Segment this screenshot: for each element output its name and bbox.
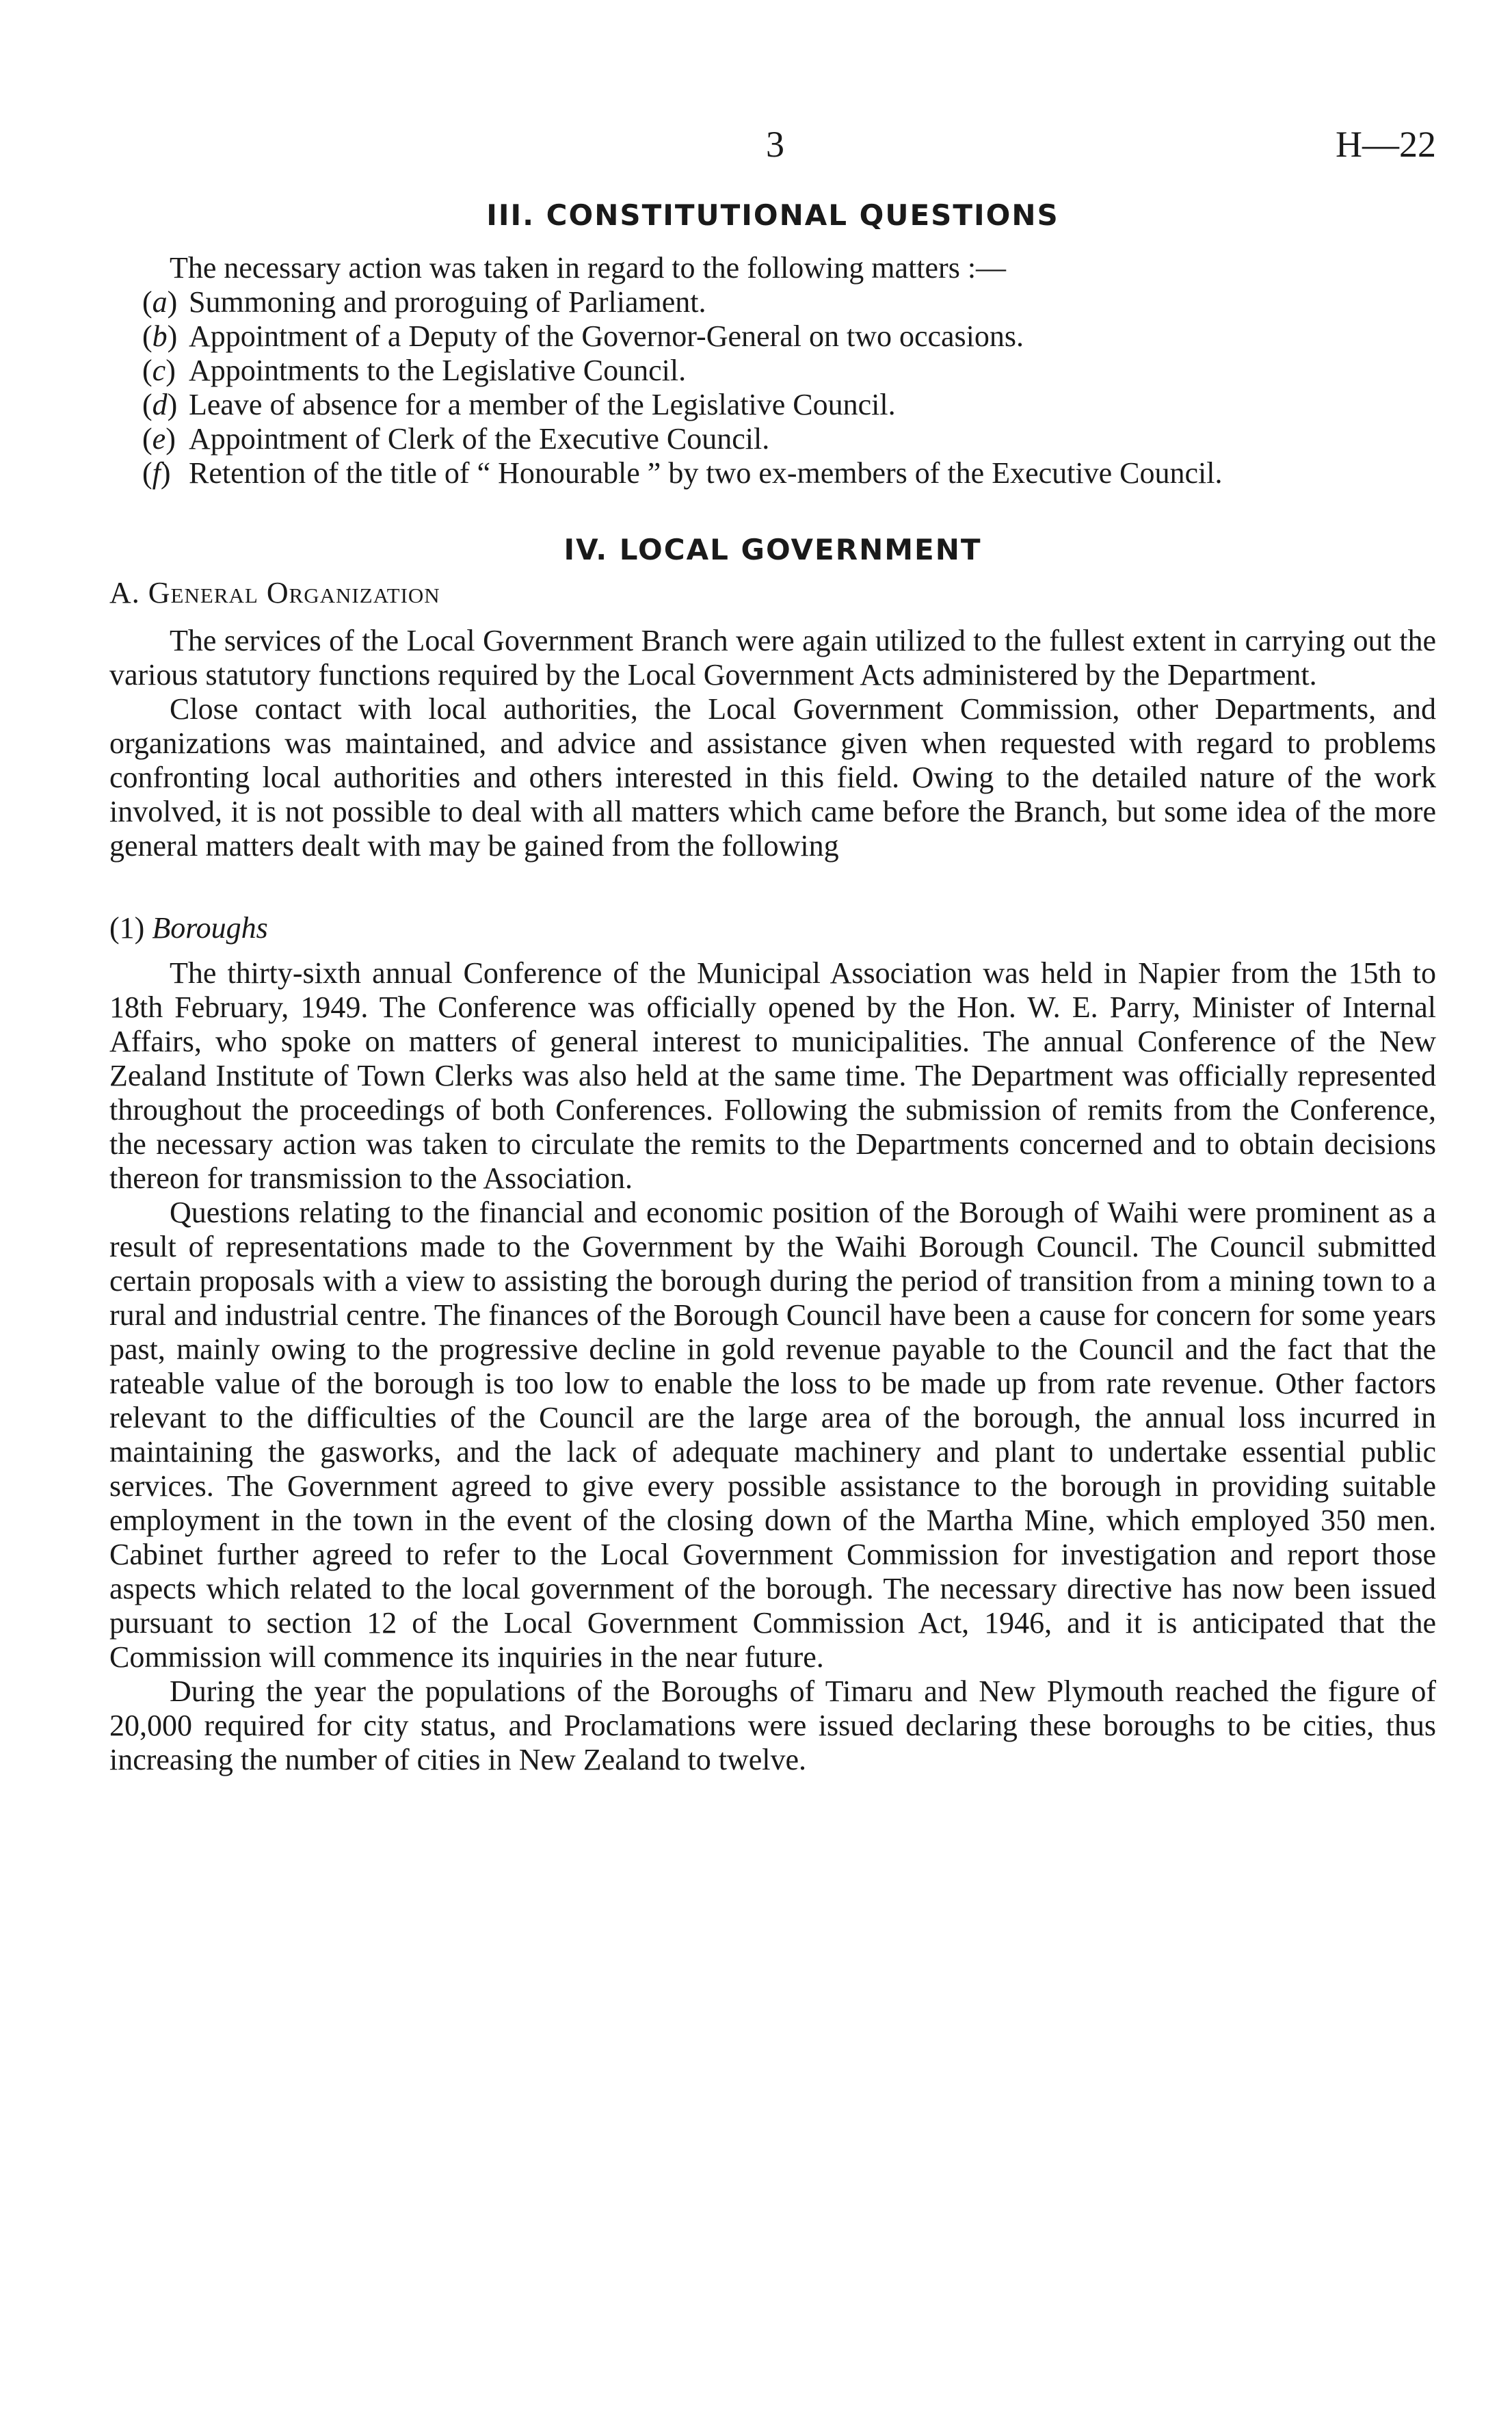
boroughs-heading (109, 911, 1436, 945)
paragraph: Close contact with local authorities, the Local Government Commission, other Departments, and organizations was maintained, and advice and assistance given when requested with regard to problems confronting local authorities and others interested in this field. Owing to the detailed nature of the work involved, it is not possible to deal with all matters which came before the Branch, but some idea of the more general matters dealt with may be gained from the following (109, 692, 1436, 863)
list-item (142, 388, 1436, 422)
constitutional-matters-list (109, 285, 1436, 490)
subsection-a-title: General Organization (148, 576, 440, 609)
list-marker: (b) (142, 319, 178, 353)
list-item (142, 354, 1436, 388)
page-number: 3 (766, 124, 784, 165)
list-item (142, 285, 1436, 319)
list-item (142, 422, 1436, 456)
document-page (109, 123, 1436, 1777)
list-marker: (e) (142, 422, 176, 456)
section-iii-heading: III. CONSTITUTIONAL QUESTIONS (486, 198, 1059, 232)
list-item (142, 319, 1436, 354)
document-reference: H—22 (1336, 124, 1436, 165)
subsection-a-label: A. (109, 576, 140, 609)
list-item-text: Retention of the title of “ Honourable ” by two ex-members of the Executive Council. (189, 456, 1223, 490)
paragraph: Questions relating to the financial and economic position of the Borough of Waihi were prominent as a result of representations made to the Government by the Waihi Borough Council. The Council submitted certain proposals with a view to assisting the borough during the period of transition from a mining town to a rural and industrial centre. The finances of the Borough Council have been a cause for concern for some years past, mainly owing to the progressive decline in gold revenue payable to the Council and the fact that the rateable value of the borough is too low to enable the loss to be made up from rate revenue. Other factors relevant to the difficulties of the Council are the large area of the borough, the annual loss incurred in maintaining the gasworks, and the lack of adequate machinery and plant to undertake essential public services. The Government agreed to give every possible assistance to the borough in providing suitable employment in the town in the event of the closing down of the Martha Mine, which employed 350 men. Cabinet further agreed to refer to the Local Government Commission for investigation and report those aspects which related to the local government of the borough. The necessary directive has now been issued pursuant to section 12 of the Local Government Commission Act, 1946, and it is anticipated that the Commission will commence its inquiries in the near future. (109, 1196, 1436, 1674)
list-marker: (c) (142, 354, 176, 387)
list-item-text: Summoning and proroguing of Parliament. (189, 285, 706, 319)
section-iv-heading: IV. LOCAL GOVERNMENT (563, 533, 982, 566)
list-marker: (a) (142, 285, 178, 319)
page-header (109, 123, 1436, 178)
section-iii-intro: The necessary action was taken in regard to the following matters :— (170, 251, 1007, 285)
paragraph: The thirty-sixth annual Conference of the Municipal Association was held in Napier from the 15th to 18th February, 1949. The Conference was officially opened by the Hon. W. E. Parry, Minister of Internal Affairs, who spoke on matters of general interest to municipalities. The annual Conference of the New Zealand Institute of Town Clerks was also held at the same time. The Department was officially represented throughout the proceedings of both Conferences. Following the submission of remits from the Conference, the necessary action was taken to circulate the remits to the Departments concerned and to obtain decisions thereon for transmission to the Association. (109, 956, 1436, 1195)
boroughs-title: Boroughs (152, 911, 268, 945)
paragraph: The services of the Local Government Branch were again utilized to the fullest extent in carrying out the various statutory functions required by the Local Government Acts administered by the Department. (109, 624, 1436, 692)
list-item (142, 456, 1436, 490)
list-marker: (f) (142, 456, 171, 490)
subsection-a-heading (109, 576, 1436, 610)
list-item-text: Appointment of a Deputy of the Governor-General on two occasions. (189, 319, 1024, 353)
list-marker: (d) (142, 388, 178, 421)
list-item-text: Appointments to the Legislative Council. (189, 354, 687, 387)
list-item-text: Leave of absence for a member of the Legislative Council. (189, 388, 896, 421)
paragraph: During the year the populations of the Boroughs of Timaru and New Plymouth reached the figure of 20,000 required for city status, and Proclamations were issued declaring these boroughs to be cities, thus increasing the number of cities in New Zealand to twelve. (109, 1674, 1436, 1776)
boroughs-number: (1) (109, 911, 145, 945)
list-item-text: Appointment of Clerk of the Executive Council. (189, 422, 770, 456)
